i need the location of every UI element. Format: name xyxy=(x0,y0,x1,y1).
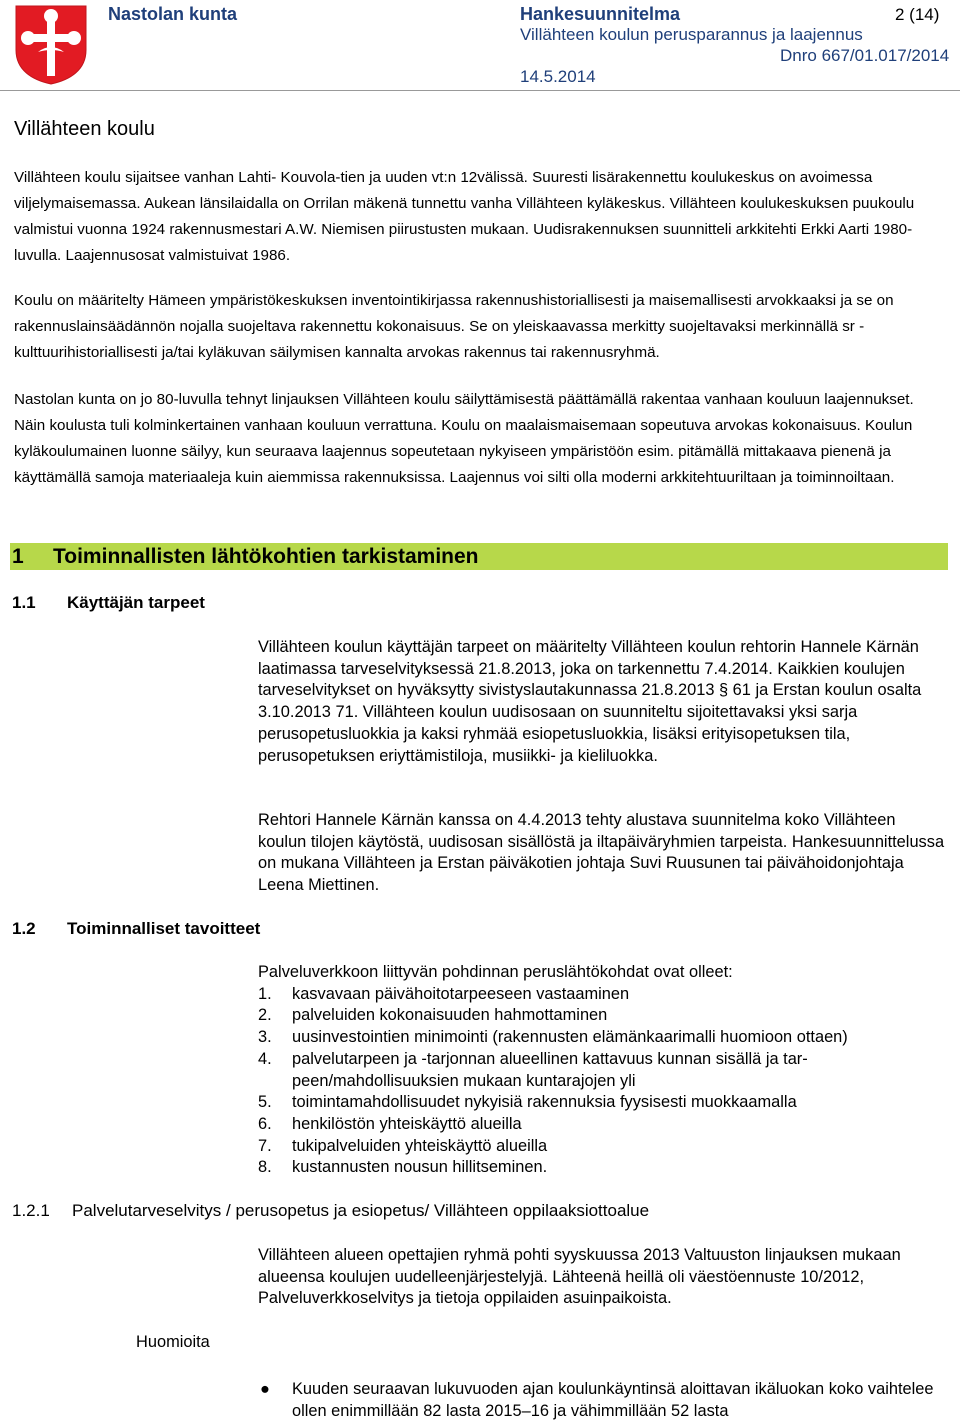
goals-list xyxy=(258,984,948,1179)
section-1-2-1-paragraph: Villähteen alueen opettajien ryhmä pohti syyskuussa 2013 Valtuuston linjauksen mukaan alueensa koulujen uudelleenjärjestelyjä. Lähteenä heillä oli väestöennuste 10/2012, Palveluverkkoselvitys ja tietoja oppilaiden asuinpaikoista. xyxy=(258,1246,901,1308)
header-divider xyxy=(0,90,960,91)
intro-title: Villähteen koulu xyxy=(14,118,155,140)
header-date: 14.5.2014 xyxy=(520,67,596,86)
header-document-type: Hankesuunnitelma xyxy=(520,4,681,24)
section-1-2-content xyxy=(258,962,948,1179)
observations-label: Huomioita xyxy=(136,1333,210,1351)
observation-text: Kuuden seuraavan lukuvuoden ajan koulunkäyntinsä aloittavan ikäluokan koko vaihtelee ollen enimmillään 82 lasta 2015–16 ja vähimmillään 52 lasta xyxy=(292,1380,934,1420)
section-1-2-number: 1.2 xyxy=(12,919,36,938)
list-item: 4. palvelutarpeen ja -tarjonnan alueellinen kattavuus kunnan sisällä ja tarpeen/mahdollisuuksien mukaan kuntarajojen yli xyxy=(258,1049,808,1090)
header-municipality: Nastolan kunta xyxy=(108,4,238,24)
list-item: 6. henkilöstön yhteiskäyttö alueilla xyxy=(258,1114,522,1133)
section-1-1-title: Käyttäjän tarpeet xyxy=(67,593,205,612)
section-1-1-paragraph-2: Rehtori Hannele Kärnän kanssa on 4.4.2013 tehty alustava suunnitelma koko Villähteen koulun tilojen käytöstä, uudisosan sisällöstä ja iltapäiväryhmien tarpeista. Hankesuunnittelussa on mukana Villähteen ja Erstan päiväkotien johtaja Suvi Ruusunen tai päivähoidonjohtaja Leena Miettinen. xyxy=(258,811,945,895)
intro-paragraph-3: Nastolan kunta on jo 80-luvulla tehnyt linjauksen Villähteen koulu säilyttämisestä päättämällä rakentaa vanhaan kouluun laajennukset. Näin koulusta tuli kolminkertainen vanhaan kouluun verrattuna. Koulu on maalaismaisemaan sopeutuva arvokas kokonaisuus. Koulun kyläkoulumainen luonne säilyy, kun seuraava laajennus sopeutetaan nykyiseen ympäristöön esim. pitämällä mittakaava pienenä ja käyttämällä samoja materiaaleja kuin aiemmissa rakennuksissa. Laajennus voi silti olla moderni arkkitehtuuriltaan ja toiminnoiltaan. xyxy=(14,391,914,486)
section-1-2-intro: Palveluverkkoon liittyvän pohdinnan peruslähtökohdat ovat olleet: xyxy=(258,963,733,981)
municipality-coat-of-arms xyxy=(14,4,88,86)
header-page-number: 2 (14) xyxy=(895,5,940,24)
intro-paragraph-1: Villähteen koulu sijaitsee vanhan Lahti- Kouvola-tien ja uuden vt:n 12välissä. Suuresti lisärakennettu koulukeskus on avoimessa viljelymaisemassa. Aukean länsilaidalla on Orrilan mäkenä tunnettu vanha Villähteen kyläkeskus. Villähteen koulukeskuksen puukoulu valmistui vuonna 1924 rakennusmestari A.W. Niemisen piirustusten mukaan. Uudisrakennuksen suunnitteli arkkitehti Erkki Aarti 1980-luvulla. Laajennusosat valmistuivat 1986. xyxy=(14,169,915,264)
intro-paragraph-2: Koulu on määritelty Hämeen ympäristökeskuksen inventointikirjassa rakennushistoriallisesti ja maisemallisesti arvokkaaksi ja se on rakennuslainsäädännön nojalla suojeltava rakennettu kokonaisuus. Se on yleiskaavassa merkitty suojeltavaksi merkinnällä sr - kulttuurihistoriallisesti ja/tai kyläkuvan säilymisen kannalta arvokas rakennus tai rakennusryhmä. xyxy=(14,292,894,361)
list-item: 8. kustannusten nousun hillitseminen. xyxy=(258,1158,548,1177)
header-record-number: Dnro 667/01.017/2014 xyxy=(780,46,950,65)
bullet-icon: ● xyxy=(260,1380,270,1398)
section-1-2-1-number: 1.2.1 xyxy=(12,1201,50,1220)
section-1-number: 1 xyxy=(12,545,24,568)
header-project-title: Villähteen koulun perusparannus ja laajennus xyxy=(520,25,863,44)
list-item: 3. uusinvestointien minimointi (rakennusten elämänkaarimalli huomioon ottaen) xyxy=(258,1028,848,1047)
list-item: 2. palveluiden kokonaisuuden hahmottaminen xyxy=(258,1006,608,1025)
list-item: 1. kasvavaan päivähoitotarpeeseen vastaaminen xyxy=(258,984,630,1003)
section-1-2-title: Toiminnalliset tavoitteet xyxy=(67,919,261,938)
section-1-1-paragraph-1: Villähteen koulun käyttäjän tarpeet on määritelty Villähteen koulun rehtorin Hannele Kärnän laatimassa tarveselvityksessä 21.8.2013, joka on tarkennettu 7.4.2014. Kaikkien koulujen tarveselvitykset on hyväksytty sivistyslautakunnassa 21.8.2013 § 61 ja Erstan koulun osalta 3.10.2013 71. Villähteen koulun uudisosaan on suunniteltu sijoitettavaksi yksi sarja perusopetusluokkia ja kaksi ryhmää esiopetusluokkia, lisäksi erityisopetuksen tila, perusopetuksen eriyttämistiloja, musiikki- ja kieliluokka. xyxy=(258,638,922,765)
section-1-1-number: 1.1 xyxy=(12,593,36,612)
section-1-2-1-title: Palvelutarveselvitys / perusopetus ja esiopetus/ Villähteen oppilaaksiottoalue xyxy=(72,1201,650,1220)
section-1-title: Toiminnallisten lähtökohtien tarkistaminen xyxy=(53,545,479,568)
list-item: 5. toimintamahdollisuudet nykyisiä rakennuksia fyysisesti muokkaamalla xyxy=(258,1093,797,1112)
list-item: 7. tukipalveluiden yhteiskäyttö alueilla xyxy=(258,1136,548,1155)
